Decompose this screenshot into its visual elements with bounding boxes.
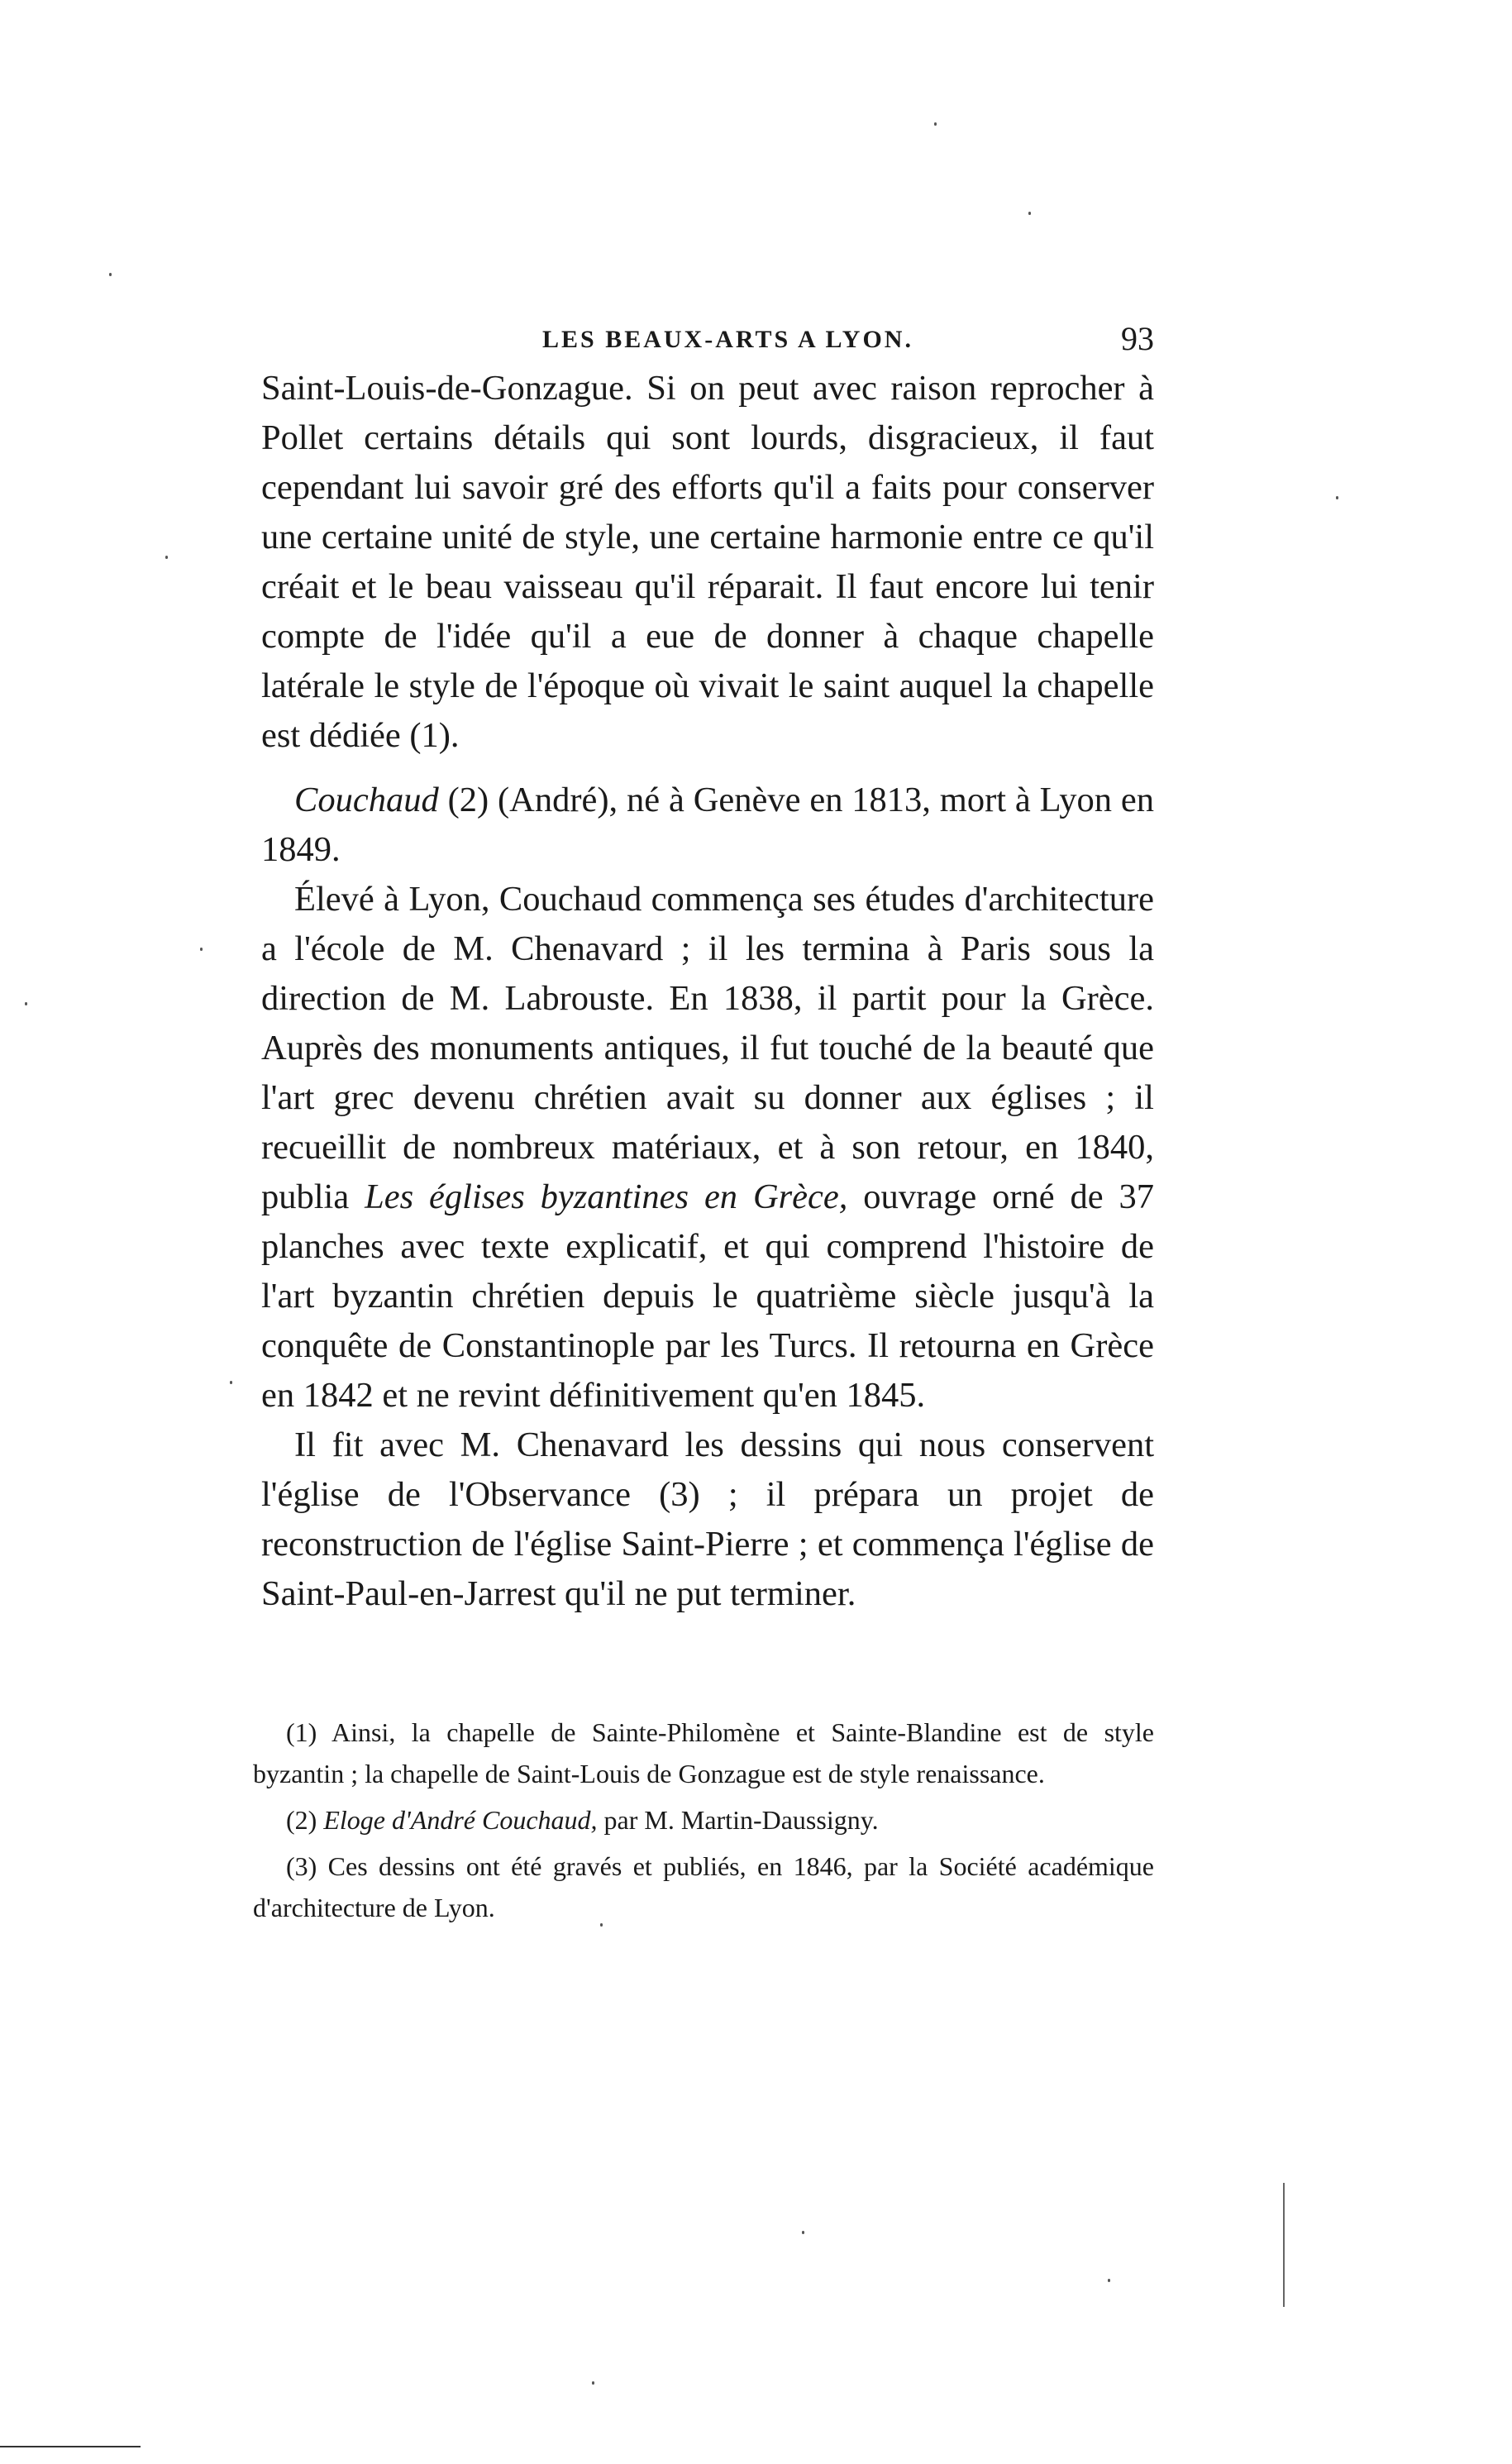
paragraph-couchaud-works: Il fit avec M. Chenavard les dessins qui nous conservent l'église de l'Observance (3) ; il prépara un projet de reconstruction de l'église Saint-Pierre ; et commença l'église de Saint-Paul-en-Jarrest qu'il ne put terminer.	[261, 1425, 1154, 1613]
scan-artifact-line	[1283, 2183, 1285, 2307]
book-title: Les églises byzantines en Grèce,	[365, 1177, 848, 1216]
scan-speck	[25, 1002, 27, 1005]
page-number: 93	[1121, 320, 1154, 357]
footnote-2-title: Eloge d'André Couchaud,	[323, 1805, 598, 1835]
scan-edge-mark	[0, 2446, 141, 2447]
scan-speck	[592, 2381, 594, 2385]
paragraph-pollet: Saint-Louis-de-Gonzague. Si on peut avec raison reprocher à Pollet certains détails qui sont lourds, disgracieux, il faut cependant lui savoir gré des efforts qu'il a faits pour conserver une certaine unité de style, une certaine harmonie entre ce qu'il créait et le beau vaisseau qu'il réparait. Il faut encore lui tenir compte de l'idée qu'il a eue de donner à chaque chapelle latérale le style de l'époque où vivait le saint auquel la chapelle est dédiée (1).	[261, 369, 1154, 755]
scan-speck	[1336, 496, 1338, 499]
paragraph-couchaud-career	[261, 875, 1154, 1421]
entry-name: Couchaud	[294, 781, 439, 819]
footnote-1: (1) Ainsi, la chapelle de Sainte-Philomène et Sainte-Blandine est de style byzantin ; la chapelle de Saint-Louis de Gonzague est de style renaissance.	[253, 1717, 1154, 1788]
scan-speck	[200, 948, 203, 951]
career-text-1: Élevé à Lyon, Couchaud commença ses études d'architecture a l'école de M. Chenavard ; il les termina à Paris sous la direction de M. Labrouste. En 1838, il partit pour la Grèce. Auprès des monuments antiques, il fut touché de la beauté que l'art grec devenu chrétien avait su donner aux églises ; il recueillit de nombreux matériaux, et à son retour, en 1840, publia	[261, 880, 1154, 1216]
running-title: LES BEAUX-ARTS A LYON.	[542, 326, 913, 353]
footnote-2-rest: par M. Martin-Daussigny.	[597, 1805, 879, 1835]
paragraph-couchaud-heading	[261, 776, 1154, 875]
scan-speck	[165, 556, 168, 559]
footnote-3: (3) Ces dessins ont été gravés et publiés, en 1846, par la Société académique d'architecture de Lyon.	[253, 1851, 1154, 1922]
scan-speck	[600, 1923, 603, 1927]
footnote-2-mark: (2)	[286, 1805, 324, 1835]
career-text-2: ouvrage orné de 37 planches avec texte explicatif, et qui comprend l'histoire de l'art byzantin chrétien depuis le quatrième siècle jusqu'à la conquête de Constantinople par les Turcs. Il retourna en Grèce en 1842 et ne revint définitivement qu'en 1845.	[261, 1177, 1154, 1415]
running-head	[261, 319, 1154, 369]
scan-speck	[1108, 2279, 1110, 2282]
footnote-2	[253, 1799, 1154, 1841]
scan-speck	[230, 1381, 232, 1384]
scan-speck	[934, 122, 937, 126]
scan-speck	[1028, 212, 1031, 215]
scan-speck	[109, 273, 112, 276]
body-text	[261, 364, 1154, 1619]
footnotes	[253, 1712, 1154, 1933]
scan-speck	[802, 2231, 804, 2234]
entry-dates: (2) (André), né à Genève en 1813, mort à Lyon en 1849.	[261, 781, 1154, 869]
